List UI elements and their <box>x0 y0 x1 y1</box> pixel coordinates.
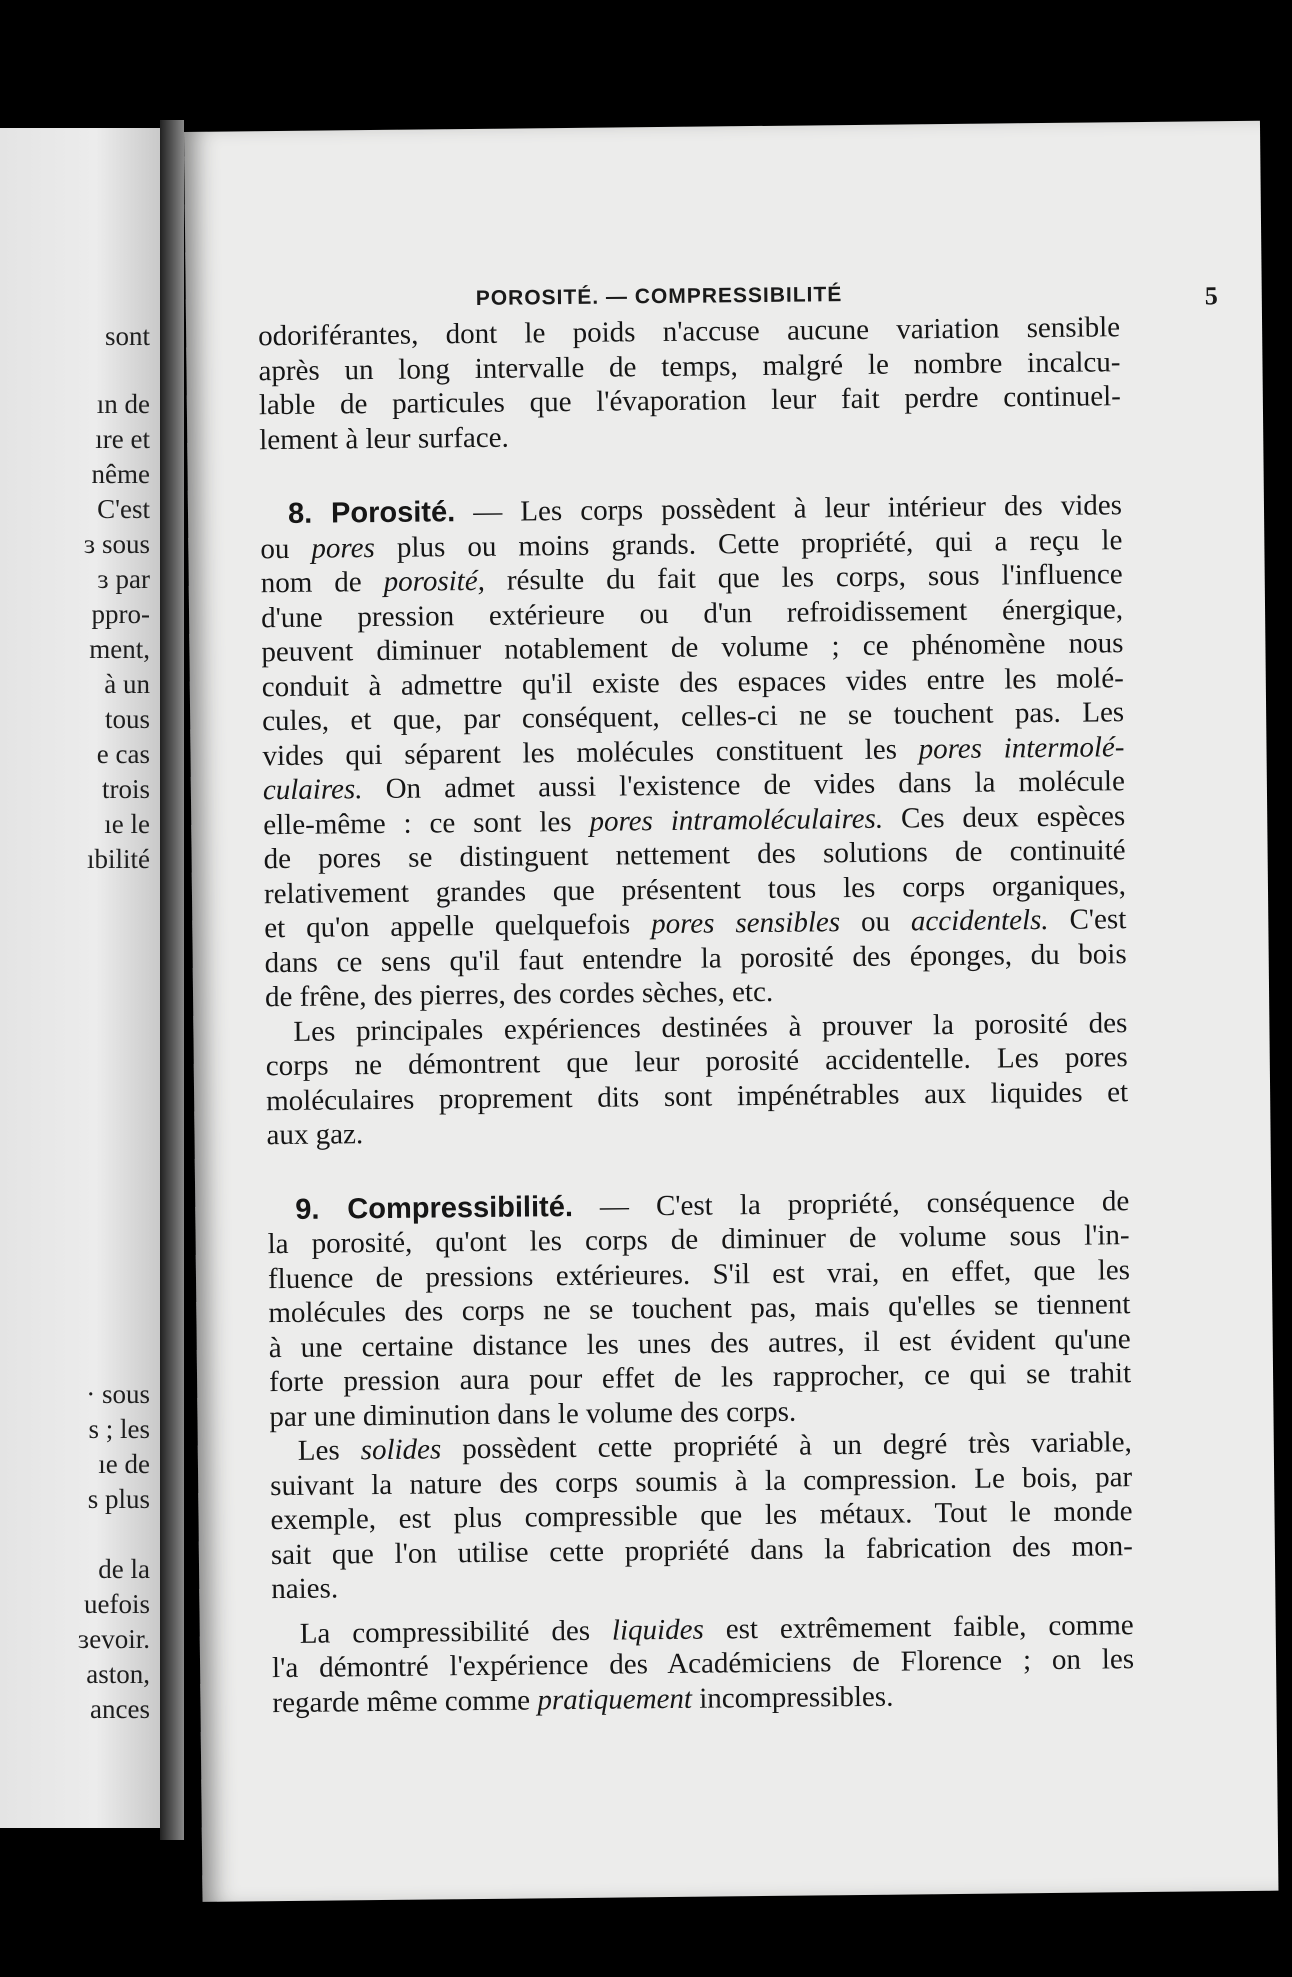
text-line: elle-même : ce sont les pores intramoléculaires. Ces deux espèces <box>263 799 1126 841</box>
text-line: peuvent diminuer notablement de volume ; ce phénomène nous <box>261 627 1124 669</box>
text-line: à une certaine distance les unes des autres, il est évident qu'une <box>268 1322 1131 1364</box>
body-text <box>258 310 1135 1720</box>
text-line: de pores se distinguent nettement des solutions de continuité <box>263 834 1126 876</box>
text-line: forte pression aura pour effet de les rapprocher, ce qui se trahit <box>268 1357 1132 1399</box>
left-text-line: ıe de <box>98 1449 150 1479</box>
left-text-line: nême <box>91 459 150 489</box>
text-line: 8. Porosité. — Les corps possèdent à leur intérieur des vides <box>287 489 1123 530</box>
text-line: vides qui séparent les molécules constituent les pores intermolé- <box>262 730 1125 772</box>
text-line: suivant la nature des corps soumis à la compression. Le bois, par <box>270 1460 1133 1502</box>
text-line: lable de particules que l'évaporation leur fait perdre continuel- <box>258 380 1121 422</box>
text-line: lement à leur surface. <box>259 421 509 456</box>
left-text-line: · sous <box>86 1379 150 1409</box>
left-text-line: ıe le <box>104 809 150 839</box>
text-line: conduit à admettre qu'il existe des espaces vides entre les molé- <box>261 661 1124 703</box>
text-line: Les principales expériences destinées à prouver la porosité des <box>293 1006 1128 1048</box>
text-line: molécules des corps ne se touchent pas, mais qu'elles se tiennent <box>268 1288 1131 1330</box>
text-line: après un long intervalle de temps, malgré le nombre incalcu- <box>258 345 1121 387</box>
text-line: et qu'on appelle quelquefois pores sensibles ou accidentels. C'est <box>264 903 1127 945</box>
left-text-line: ɜ par <box>97 564 150 594</box>
text-line: dans ce sens qu'il faut entendre la porosité des éponges, du bois <box>264 937 1127 979</box>
left-text-line: uefois <box>84 1589 150 1619</box>
text-line: 9. Compressibilité. — C'est la propriété, conséquence de <box>295 1184 1130 1226</box>
left-text-line: aston, <box>86 1659 150 1689</box>
left-text-line: ıre et <box>95 424 150 454</box>
left-text-line: ıbilité <box>87 844 150 874</box>
page-number: 5 <box>1204 281 1218 311</box>
left-text-line: ppro- <box>91 599 150 629</box>
text-line: aux gaz. <box>266 1118 364 1152</box>
text-line: regarde même comme pratiquement incompressibles. <box>272 1680 894 1719</box>
text-line: fluence de pressions extérieures. S'il est vrai, en effet, que les <box>267 1253 1131 1295</box>
left-text-line: ances <box>90 1694 150 1724</box>
left-text-line: s ; les <box>88 1414 150 1444</box>
section-heading-compressibilite: 9. Compressibilité. <box>295 1190 574 1226</box>
right-page <box>184 121 1278 1902</box>
left-text-line: e cas <box>96 739 150 769</box>
text-line: la porosité, qu'ont les corps de diminuer de volume sous l'in- <box>267 1219 1130 1261</box>
left-text-line: s plus <box>87 1484 150 1514</box>
text-line: l'a démontré l'expérience des Académiciens de Florence ; on les <box>271 1643 1135 1685</box>
text-line: relativement grandes que présentent tous les corps organiques, <box>263 868 1127 910</box>
text-line: La compressibilité des liquides est extrêmement faible, comme <box>299 1608 1134 1650</box>
section-heading-porosite: 8. Porosité. <box>287 496 456 530</box>
left-text-line: ment, <box>89 634 150 664</box>
left-facing-page <box>0 128 160 1828</box>
text-line: de frêne, des pierres, des cordes sèches, etc. <box>264 975 774 1014</box>
text-line: Les solides possèdent cette propriété à un degré très variable, <box>297 1426 1132 1467</box>
text-line: d'une pression extérieure ou d'un refroidissement énergique, <box>260 592 1124 634</box>
text-line: par une diminution dans le volume des corps. <box>269 1395 797 1433</box>
text-line: corps ne démontrent que leur porosité accidentelle. Les pores <box>265 1041 1128 1083</box>
text-line: exemple, est plus compressible que les métaux. Tout le monde <box>270 1495 1133 1537</box>
text-line: nom de porosité, résulte du fait que les corps, sous l'influence <box>260 558 1123 600</box>
text-line: culaires. On admet aussi l'existence de vides dans la molécule <box>262 765 1126 807</box>
left-text-line: ɜ sous <box>83 529 150 559</box>
left-text-line: ɜevoir. <box>77 1624 150 1654</box>
left-text-line: de la <box>98 1554 150 1584</box>
text-line: odoriférantes, dont le poids n'accuse aucune variation sensible <box>257 311 1121 353</box>
text-line: cules, et que, par conséquent, celles-ci ne se touchent pas. Les <box>262 696 1125 738</box>
text-line: naies. <box>271 1572 339 1606</box>
text-line: sait que l'on utilise cette propriété dans la fabrication des mon- <box>270 1529 1134 1571</box>
running-head: POROSITÉ. — COMPRESSIBILITÉ <box>475 283 843 310</box>
text-line: moléculaires proprement dits sont impénétrables aux liquides et <box>265 1075 1129 1117</box>
book-gutter <box>160 120 184 1840</box>
left-text-line: ın de <box>96 389 150 419</box>
left-text-line: trois <box>101 774 150 804</box>
left-text-line: C'est <box>97 494 150 524</box>
left-text-line: tous <box>104 704 150 734</box>
left-text-line: à un <box>104 669 150 699</box>
text-line: ou pores plus ou moins grands. Cette propriété, qui a reçu le <box>260 523 1123 565</box>
left-text-line: sont <box>104 321 150 351</box>
